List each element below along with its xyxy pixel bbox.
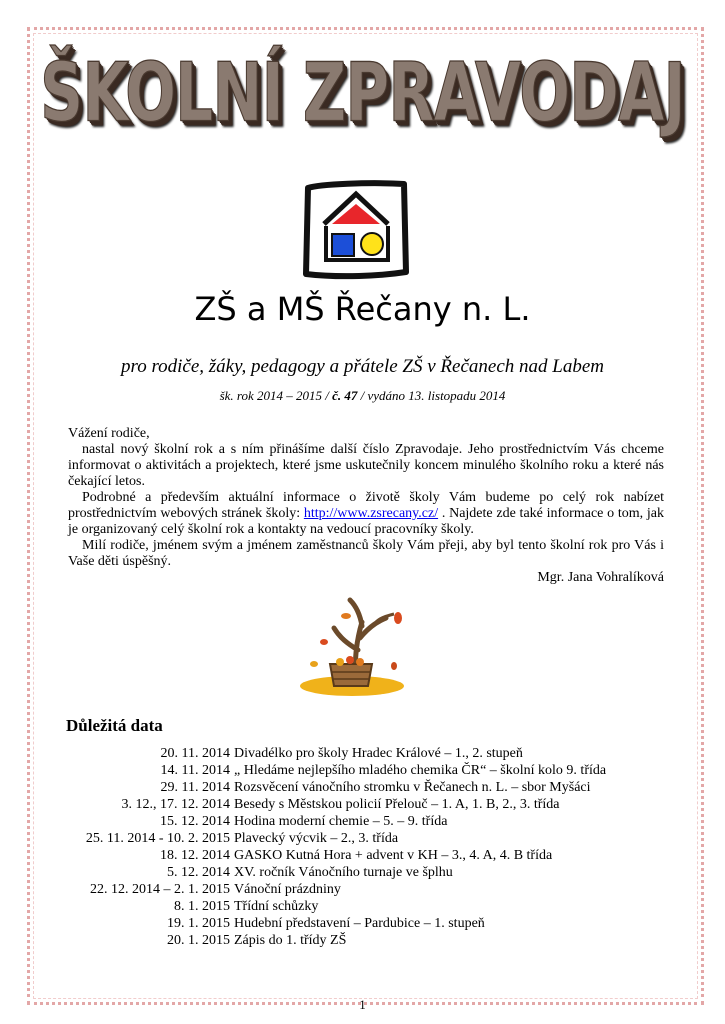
event-date: 20. 1. 2015 [167, 933, 230, 948]
letter-greeting: Vážení rodiče, [68, 426, 150, 441]
date-list-item [40, 746, 680, 763]
issue-prefix: šk. rok 2014 – 2015 / [219, 388, 333, 403]
letter-signature: Mgr. Jana Vohralíková [537, 570, 664, 585]
event-date: 22. 12. 2014 – 2. 1. 2015 [90, 882, 230, 897]
event-date: 18. 12. 2014 [160, 848, 230, 863]
event-date: 8. 1. 2015 [174, 899, 230, 914]
important-dates-heading: Důležitá data [66, 716, 163, 735]
date-list-item [40, 899, 680, 916]
newsletter-subtitle: pro rodiče, žáky, pedagogy a přátele ZŠ v Řečanech nad Labem [121, 356, 604, 377]
date-list-item [40, 848, 680, 865]
school-website-link[interactable]: http://www.zsrecany.cz/ [303, 506, 439, 521]
letter-paragraph-2 [68, 490, 664, 538]
event-description: GASKO Kutná Hora + advent v KH – 3., 4. A, 4. B třída [234, 848, 553, 863]
event-description: XV. ročník Vánočního turnaje ve šplhu [234, 865, 453, 880]
date-list-item [40, 780, 680, 797]
letter-paragraph-1: nastal nový školní rok a s ním přinášíme další číslo Zpravodaje. Jeho prostřednictvím Vás chceme informovat o aktivitách a projektech, které jsme uskutečnily koncem minulého školního roku a které nás čekající letos. [68, 442, 664, 489]
letter-paragraph-3: Milí rodiče, jménem svým a jménem zaměstnanců školy Vám přeji, aby byl tento školní rok pro Vás i Vaše děti úspěšný. [68, 538, 664, 569]
autumn-tree-icon [290, 592, 410, 700]
issue-suffix: / vydáno 13. listopadu 2014 [357, 388, 506, 403]
date-list-item [40, 797, 680, 814]
date-list-item [40, 814, 680, 831]
event-description: Vánoční prázdniny [234, 882, 341, 897]
page-number: 1 [359, 997, 366, 1012]
editorial-letter [68, 426, 664, 586]
date-list-item [40, 916, 680, 933]
event-description: Rozsvěcení vánočního stromku v Řečanech n. L. – sbor Myšáci [234, 780, 591, 795]
event-description: Třídní schůzky [234, 899, 319, 914]
event-description: Plavecký výcvik – 2., 3. třída [234, 831, 399, 846]
date-list-item [40, 831, 680, 848]
event-description: Hudební představení – Pardubice – 1. stupeň [234, 916, 485, 931]
school-logo-icon [300, 174, 412, 284]
event-date: 5. 12. 2014 [167, 865, 230, 880]
issue-number: č. 47 [332, 388, 358, 403]
date-list-item [40, 865, 680, 882]
date-list-item [40, 763, 680, 780]
issue-info [0, 388, 725, 404]
event-date: 25. 11. 2014 - 10. 2. 2015 [85, 831, 230, 846]
event-description: „ Hledáme nejlepšího mladého chemika ČR“ – školní kolo 9. třída [234, 763, 607, 778]
important-dates-list [40, 746, 680, 950]
event-date: 14. 11. 2014 [160, 763, 230, 778]
event-date: 29. 11. 2014 [160, 780, 230, 795]
event-date: 19. 1. 2015 [167, 916, 230, 931]
letter-p2-text: Podrobné a především aktuální informace o životě školy Vám budeme po celý rok nabízet prostřednictvím webových stránek školy: [68, 490, 664, 521]
event-description: Besedy s Městskou policií Přelouč – 1. A, 1. B, 2., 3. třída [234, 797, 560, 812]
event-description: Hodina moderní chemie – 5. – 9. třída [234, 814, 448, 829]
school-name: ZŠ a MŠ Řečany n. L. [194, 290, 531, 328]
date-list-item [40, 933, 680, 950]
letter-p2-rest: . Najdete zde také informace o tom, jak je organizovaný celý školní rok a kontakty na vedoucí pracovníky školy. [68, 506, 664, 537]
event-date: 15. 12. 2014 [160, 814, 230, 829]
event-date: 3. 12., 17. 12. 2014 [121, 797, 230, 812]
event-description: Zápis do 1. třídy ZŠ [234, 933, 347, 948]
event-date: 20. 11. 2014 [160, 746, 230, 761]
newsletter-title: ŠKOLNÍ ZPRAVODAJ [40, 46, 685, 141]
date-list-item [40, 882, 680, 899]
event-description: Divadélko pro školy Hradec Králové – 1., 2. stupeň [234, 746, 523, 761]
